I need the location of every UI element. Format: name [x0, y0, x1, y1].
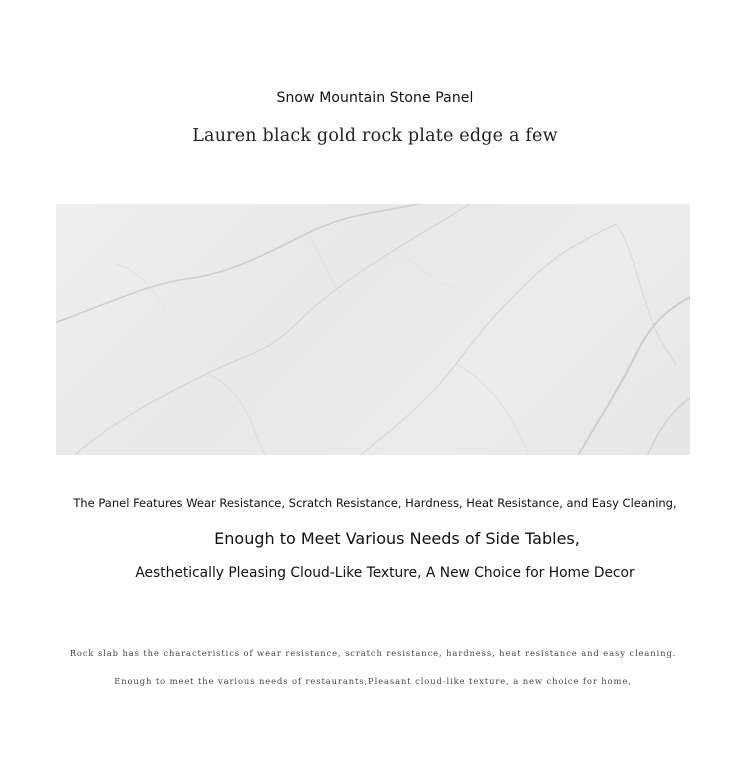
footer-line-1: Rock slab has the characteristics of wear resistance, scratch resistance, hardness, heat resistance and easy cleaning.: [69, 648, 677, 658]
features-text: The Panel Features Wear Resistance, Scratch Resistance, Hardness, Heat Resistance, and Easy Cleaning,: [73, 496, 677, 510]
marble-veins-graphic: [56, 204, 690, 455]
headline-text: Enough to Meet Various Needs of Side Tables,: [214, 529, 580, 548]
aesthetic-text: Aesthetically Pleasing Cloud-Like Texture, A New Choice for Home Decor: [135, 565, 635, 581]
footer-line-2: Enough to meet the various needs of restaurants,Pleasant cloud-like texture, a new choice for home,: [114, 676, 632, 686]
page-subtitle: Lauren black gold rock plate edge a few: [192, 126, 558, 146]
marble-slab-image: [56, 204, 690, 455]
page-title: Snow Mountain Stone Panel: [276, 90, 474, 106]
